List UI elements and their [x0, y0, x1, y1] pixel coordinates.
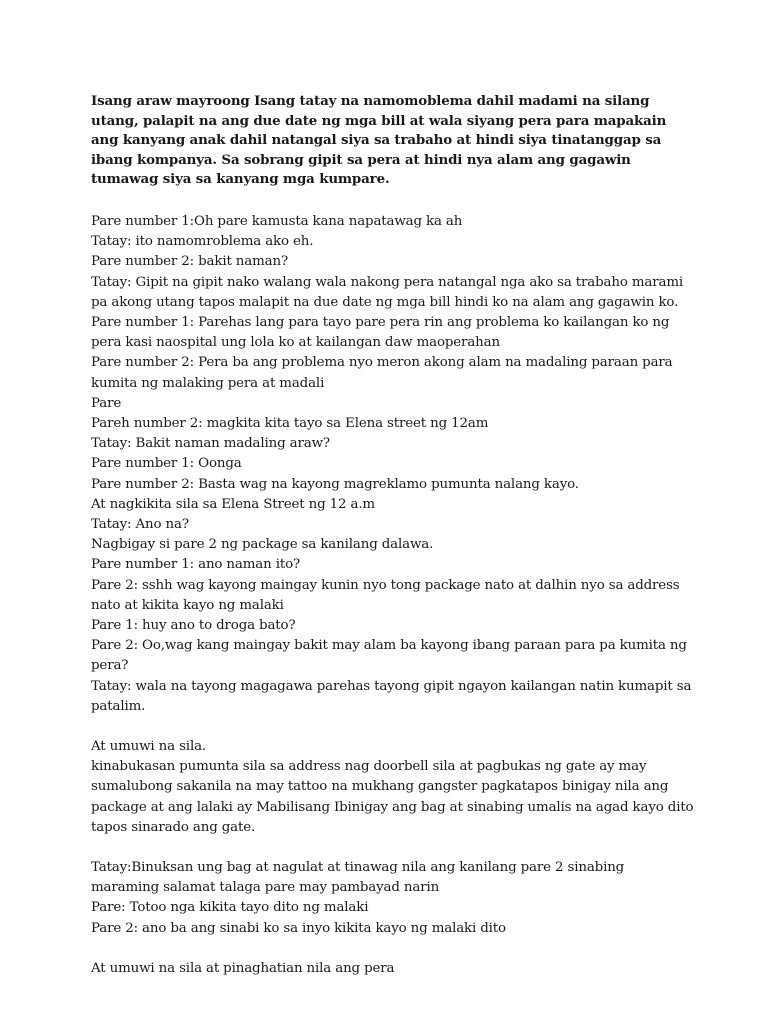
dialogue-line: Pare 1: huy ano to droga bato?: [91, 618, 296, 634]
dialogue-line: Pare number 1:Oh pare kamusta kana napatawag ka ah: [91, 213, 463, 229]
paragraph-gap: [91, 717, 696, 737]
dialogue-line: Tatay: ito namomroblema ako eh.: [91, 234, 314, 250]
dialogue-line: Pare: Totoo nga kikita tayo dito ng malaki: [91, 900, 369, 916]
dialogue-line: Pare number 1: Parehas lang para tayo pare pera rin ang problema ko kailangan ko ng pera kasi naospital ung lola ko at kailangan daw maoperahan: [91, 314, 670, 351]
dialogue-line: At umuwi na sila at pinaghatian nila ang pera: [91, 960, 395, 976]
dialogue-line: kinabukasan pumunta sila sa address nag doorbell sila at pagbukas ng gate ay may sumalubong sakanila na may tattoo na mukhang gangster pagkatapos binigay nila ang package at ang lalaki ay Mabilisang Ibinigay ang bag at sinabing umalis na agad kayo dito tapos sinarado ang gate.: [91, 759, 694, 835]
dialogue-line: Pare number 1: Oonga: [91, 456, 242, 472]
dialogue-line: Tatay: Ano na?: [91, 517, 189, 533]
dialogue-line: Pare 2: ano ba ang sinabi ko sa inyo kikita kayo ng malaki dito: [91, 920, 506, 936]
dialogue-line: Tatay:Binuksan ung bag at nagulat at tinawag nila ang kanilang pare 2 sinabing maraming salamat talaga pare may pambayad narin: [91, 860, 625, 896]
dialogue-line: Pare number 2: Pera ba ang problema nyo meron akong alam na madaling paraan para kumita ng malaking pera at madali: [91, 355, 673, 391]
dialogue-line: Tatay: Gipit na gipit nako walang wala nakong pera natangal nga ako sa trabaho marami pa akong utang tapos malapit na due date ng mga bill hindi ko na alam ang gagawin ko.: [91, 274, 684, 310]
dialogue-line: At nagkikita sila sa Elena Street ng 12 a.m: [91, 496, 375, 512]
dialogue-line: Pare: [91, 395, 122, 411]
dialogue-line: Pare number 2: Basta wag na kayong magreklamo pumunta nalang kayo.: [91, 476, 579, 492]
dialogue-line: Pareh number 2: magkita kita tayo sa Elena street ng 12am: [91, 416, 489, 431]
dialogue-line: At umuwi na sila.: [91, 739, 207, 755]
dialogue-line: Pare number 1: ano naman ito?: [91, 557, 301, 573]
dialogue-line: Pare number 2: bakit naman?: [91, 254, 288, 270]
dialogue-line: Tatay: Bakit naman madaling araw?: [91, 436, 330, 452]
dialogue-line: Pare 2: Oo,wag kang maingay bakit may alam ba kayong ibang paraan para pa kumita ng pera?: [91, 638, 687, 674]
dialogue-line: Nagbigay si pare 2 ng package sa kanilang dalawa.: [91, 537, 434, 553]
paragraph-gap: [91, 939, 696, 959]
paragraph-gap: [91, 838, 696, 858]
intro-paragraph: Isang araw mayroong Isang tatay na namomoblema dahil madami na silang utang, palapit na ang due date ng mga bill at wala siyang pera para mapakain ang kanyang anak dahil natangal siya sa trabaho at hindi siya tinatanggap sa ibang kompanya. Sa sobrang gipit sa pera at hindi nya alam ang gagawin tumawag siya sa kanyang mga kumpare.: [91, 93, 667, 188]
dialogue-line: Pare 2: sshh wag kayong maingay kunin nyo tong package nato at dalhin nyo sa address nato at kikita kayo ng malaki: [91, 577, 680, 613]
dialogue-body: [91, 212, 696, 979]
dialogue-line: Tatay: wala na tayong magagawa parehas tayong gipit ngayon kailangan natin kumapit sa patalim.: [91, 678, 692, 714]
